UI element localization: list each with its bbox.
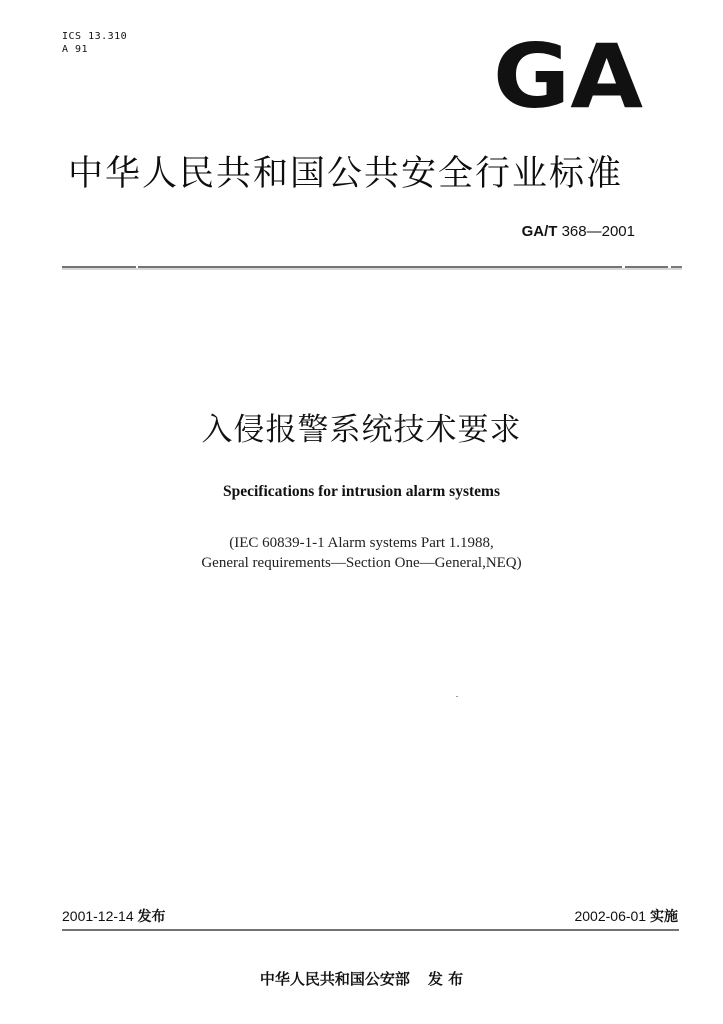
issue-date-label: 发布 <box>137 909 166 925</box>
standard-number-prefix: GA/T <box>521 223 558 240</box>
publisher-name: 中华人民共和国公安部 <box>259 970 410 988</box>
standard-number <box>522 222 635 242</box>
publisher-line <box>0 968 723 990</box>
standard-number-value: 368—2001 <box>561 223 635 240</box>
class-code: A 91 <box>62 44 89 55</box>
implementation-date-value: 2002-06-01 <box>574 908 647 924</box>
standard-series-title: 中华人民共和国公共安全行业标准 <box>68 154 624 194</box>
header-divider <box>62 266 682 270</box>
issue-date-value: 2001-12-14 <box>62 908 134 924</box>
equivalence-line-1: (IEC 60839-1-1 Alarm systems Part 1.1988, <box>229 535 494 551</box>
ga-logo <box>492 40 644 110</box>
footer-divider <box>62 929 679 931</box>
ics-code: ICS 13.310 <box>62 31 128 42</box>
document-title-cn: 入侵报警系统技术要求 <box>201 412 522 448</box>
publisher-action: 发 布 <box>427 970 464 988</box>
document-title-en: Specifications for intrusion alarm systems <box>223 483 500 500</box>
classification-codes <box>62 30 127 56</box>
implementation-date-label: 实施 <box>650 909 678 925</box>
international-equivalence <box>0 533 723 573</box>
equivalence-line-2: General requirements—Section One—General,NEQ) <box>201 555 522 571</box>
scan-speck <box>456 696 458 697</box>
issue-date <box>62 906 166 927</box>
implementation-date <box>574 906 678 927</box>
ga-logo-text: GA <box>493 40 643 110</box>
